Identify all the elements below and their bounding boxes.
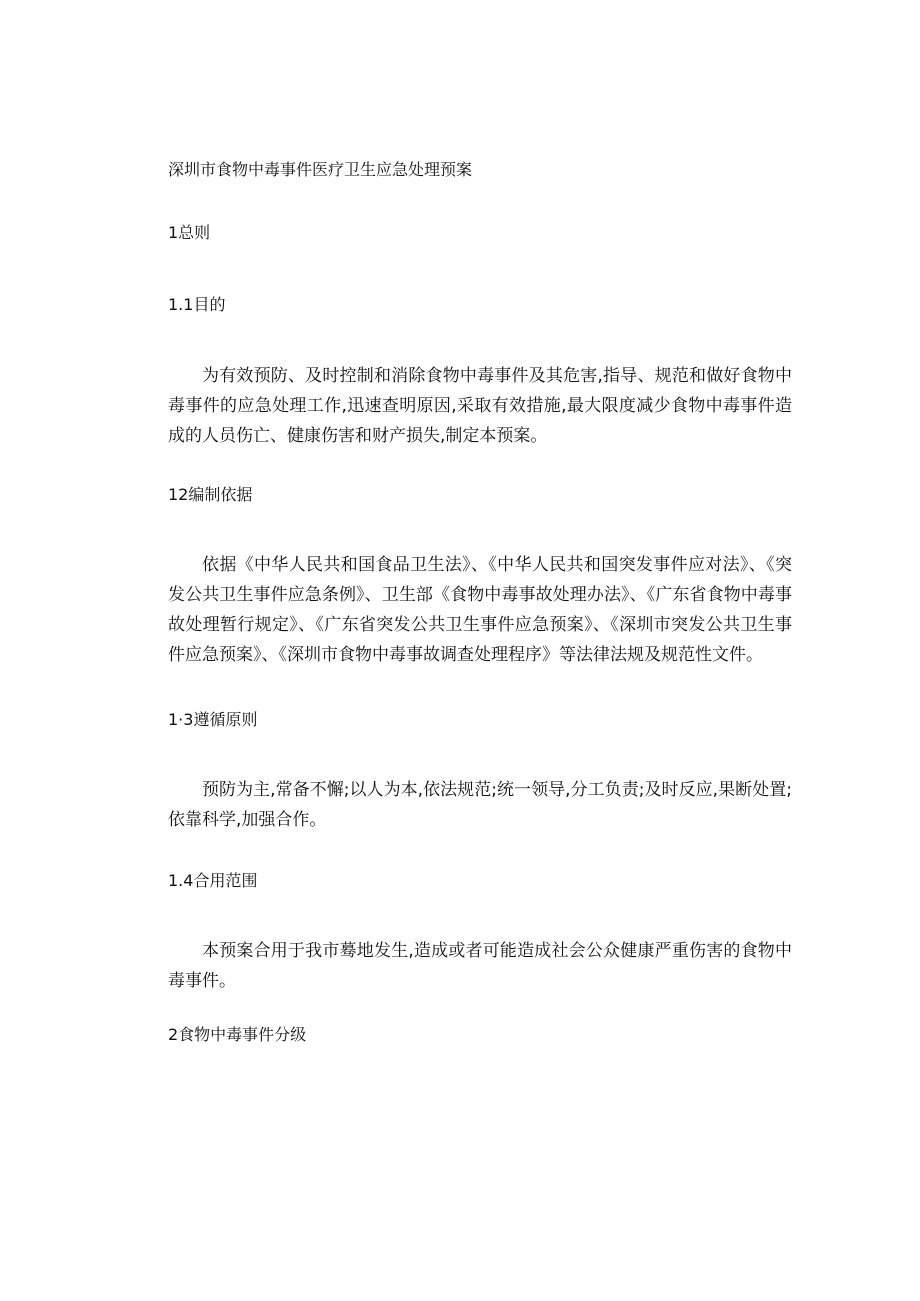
heading-section-1-3: 1·3遵循原则 <box>168 710 258 729</box>
paragraph-purpose: 为有效预防、及时控制和消除食物中毒事件及其危害,指导、规范和做好食物中毒事件的应急处理工作,迅速查明原因,采取有效措施,最大限度减少食物中毒事件造成的人员伤亡、健康伤害和财产损失,制定本预案。 <box>168 366 792 446</box>
document-title: 深圳市食物中毒事件医疗卫生应急处理预案 <box>168 160 473 179</box>
paragraph-scope: 本预案合用于我市蓦地发生,造成或者可能造成社会公众健康严重伤害的食物中毒事件。 <box>168 941 792 991</box>
heading-section-1-2: 12编制依据 <box>168 485 253 504</box>
heading-section-2: 2食物中毒事件分级 <box>168 1025 307 1044</box>
heading-section-1-4: 1.4合用范围 <box>168 871 258 890</box>
paragraph-basis: 依据《中华人民共和国食品卫生法》、《中华人民共和国突发事件应对法》、《突发公共卫生事件应急条例》、卫生部《食物中毒事故处理办法》、《广东省食物中毒事故处理暂行规定》、《广东省突发公共卫生事件应急预案》、《深圳市突发公共卫生事件应急预案》、《深圳市食物中毒事故调查处理程序》等法律法规及规范性文件。 <box>168 555 792 665</box>
paragraph-principles: 预防为主,常备不懈;以人为本,依法规范;统一领导,分工负责;及时反应,果断处置;依靠科学,加强合作。 <box>168 780 792 830</box>
heading-section-1: 1总则 <box>168 223 211 242</box>
heading-section-1-1: 1.1目的 <box>168 295 226 314</box>
